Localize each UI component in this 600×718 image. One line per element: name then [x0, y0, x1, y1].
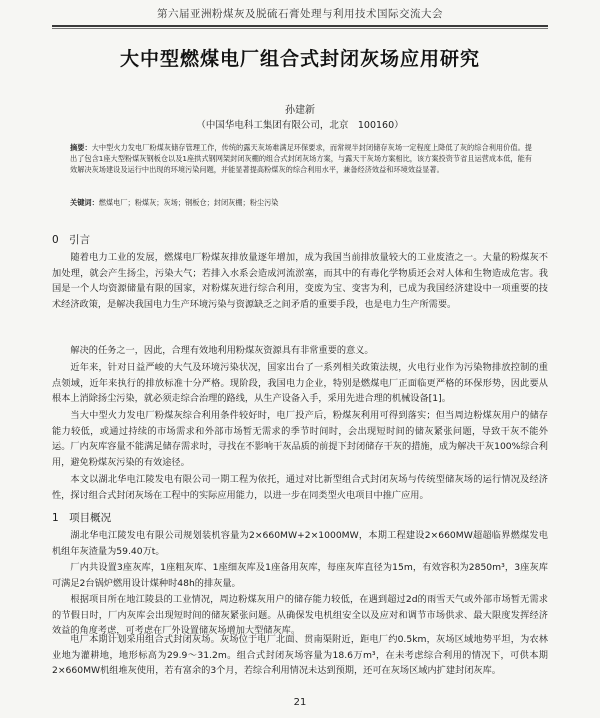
section-heading-project: 1 项目概况	[52, 512, 112, 524]
running-header: 第六届亚洲粉煤灰及脱硫石膏处理与利用技术国际交流大会	[157, 8, 443, 20]
keywords-label: 关键词：	[70, 198, 99, 207]
project-paragraph-2: 厂内共设置3座灰库，1座粗灰库、1座细灰库及1座备用灰库，每座灰库直径为15m，有效容积为2850m³，3座灰库可满足2台锅炉燃用设计煤种时48h的排灰量。	[52, 562, 548, 589]
section-heading-intro: 0 引言	[52, 234, 91, 246]
page-number: 21	[293, 697, 307, 708]
author-affiliation: （中国华电科工集团有限公司，北京 100160）	[196, 120, 404, 131]
intro-paragraph-2: 解决的任务之一，因此，合理有效地利用粉煤灰资源具有非常重要的意义。	[70, 345, 374, 356]
project-paragraph-1: 湖北华电江陵发电有限公司规划装机容量为2×660MW+2×1000MW，本期工程建设2×660MW超超临界燃煤发电机组年灰渣量为59.40万t。	[52, 530, 548, 557]
header-rule	[52, 25, 548, 27]
abstract	[70, 142, 532, 176]
intro-paragraph-1: 随着电力工业的发展，燃煤电厂粉煤灰排放量逐年增加，成为我国当前排放量较大的工业废渣之一。大量的粉煤灰不加处理，就会产生扬尘，污染大气；若排入水系会造成河流淤塞，而其中的有毒化学物质还会对人体和生物造成危害。我国是一个人均资源储量有限的国家，对粉煤灰进行综合利用，变废为宝、变害为利，已成为我国经济建设中一项重要的技术经济政策，是解决我国电力生产环境污染与资源缺乏之间矛盾的重要手段，也是电力生产所需要。	[52, 252, 548, 310]
keywords	[70, 198, 532, 208]
header-rule-thin	[52, 28, 548, 29]
abstract-label: 摘要：	[70, 143, 92, 152]
intro-paragraph-5: 本文以湖北华电江陵发电有限公司一期工程为依托，通过对比新型组合式封闭灰场与传统型储灰场的运行情况及经济性，探讨组合式封闭灰场在工程中的实际应用能力，以进一步在同类型火电项目中推广应用。	[52, 474, 548, 501]
intro-paragraph-3: 近年来，针对日益严峻的大气及环境污染状况，国家出台了一系列相关政策法规，火电行业作为污染物排放控制的重点领域，近年来执行的排放标准十分严格。现阶段，我国电力企业，特别是燃煤电厂正面临更严格的环保形势，因此要从根本上消除扬尘污染，就必须走综合治理的路线，从生产设备入手，采用先进合理的机械设备[1]。	[52, 362, 548, 405]
paper-title: 大中型燃煤电厂组合式封闭灰场应用研究	[119, 48, 480, 70]
intro-paragraph-4: 当大中型火力发电厂粉煤灰综合利用条件较好时，电厂投产后，粉煤灰利用可得到落实；但当周边粉煤灰用户的储存能力较低，或通过持续的市场需求和外部市场暂无需求的季节时间时，会出现短时间的储灰紧张问题，导致干灰不能外运。厂内灰库容量不能满足储存需求时，寻找在不影响干灰品质的前提下封闭储存干灰的措施，成为解决干灰100%综合利用，避免粉煤灰污染的有效途径。	[52, 410, 548, 468]
keywords-text: 燃煤电厂；粉煤灰；灰场；钢板仓；封闭灰棚；粉尘污染	[98, 198, 279, 207]
abstract-text: 大中型火力发电厂粉煤灰储存管理工作，传统的露天灰场难满足环保要求，而常规半封闭储存灰场一定程度上降低了灰的综合利用价值。提出了包含1座大型粉煤灰钢板仓以及1座拱式钢网架封闭灰棚的组合式封闭灰场方案，与露天干灰场方案相比，该方案投资节省且运营成本低，能有效解决灰场建设及运行中出现的环境污染问题，并能显著提高粉煤灰的综合利用水平，兼备经济效益和环境效益显著。	[70, 143, 532, 175]
author-name: 孙建新	[285, 105, 315, 116]
project-paragraph-4: 电厂本期计划采用组合式封闭灰场。灰场位于电厂北面、贯南渠附近，距电厂约0.5km，灰场区域地势平坦，为农林业地为灌耕地，地形标高为29.9～31.2m。组合式封闭灰场容量为18.6万m³，在未考虑综合利用的情况下，可供本期2×660MW机组堆灰使用，若有富余的3个月，若综合利用情况未达到预期，还可在灰场区域内扩建封闭灰库。	[52, 634, 548, 677]
project-paragraph-3: 根据项目所在地江陵县的工业情况，周边粉煤灰用户的储存能力较低，在遇到超过2d的雨雪天气或外部市场暂无需求的节假日时，厂内灰库会出现短时间的储灰紧张问题。从确保发电机组安全以及应对和调节市场供求、最大限度发挥经济效益的角度考虑，可考虑在厂外设置储灰场增加大型储灰库。	[52, 594, 548, 637]
